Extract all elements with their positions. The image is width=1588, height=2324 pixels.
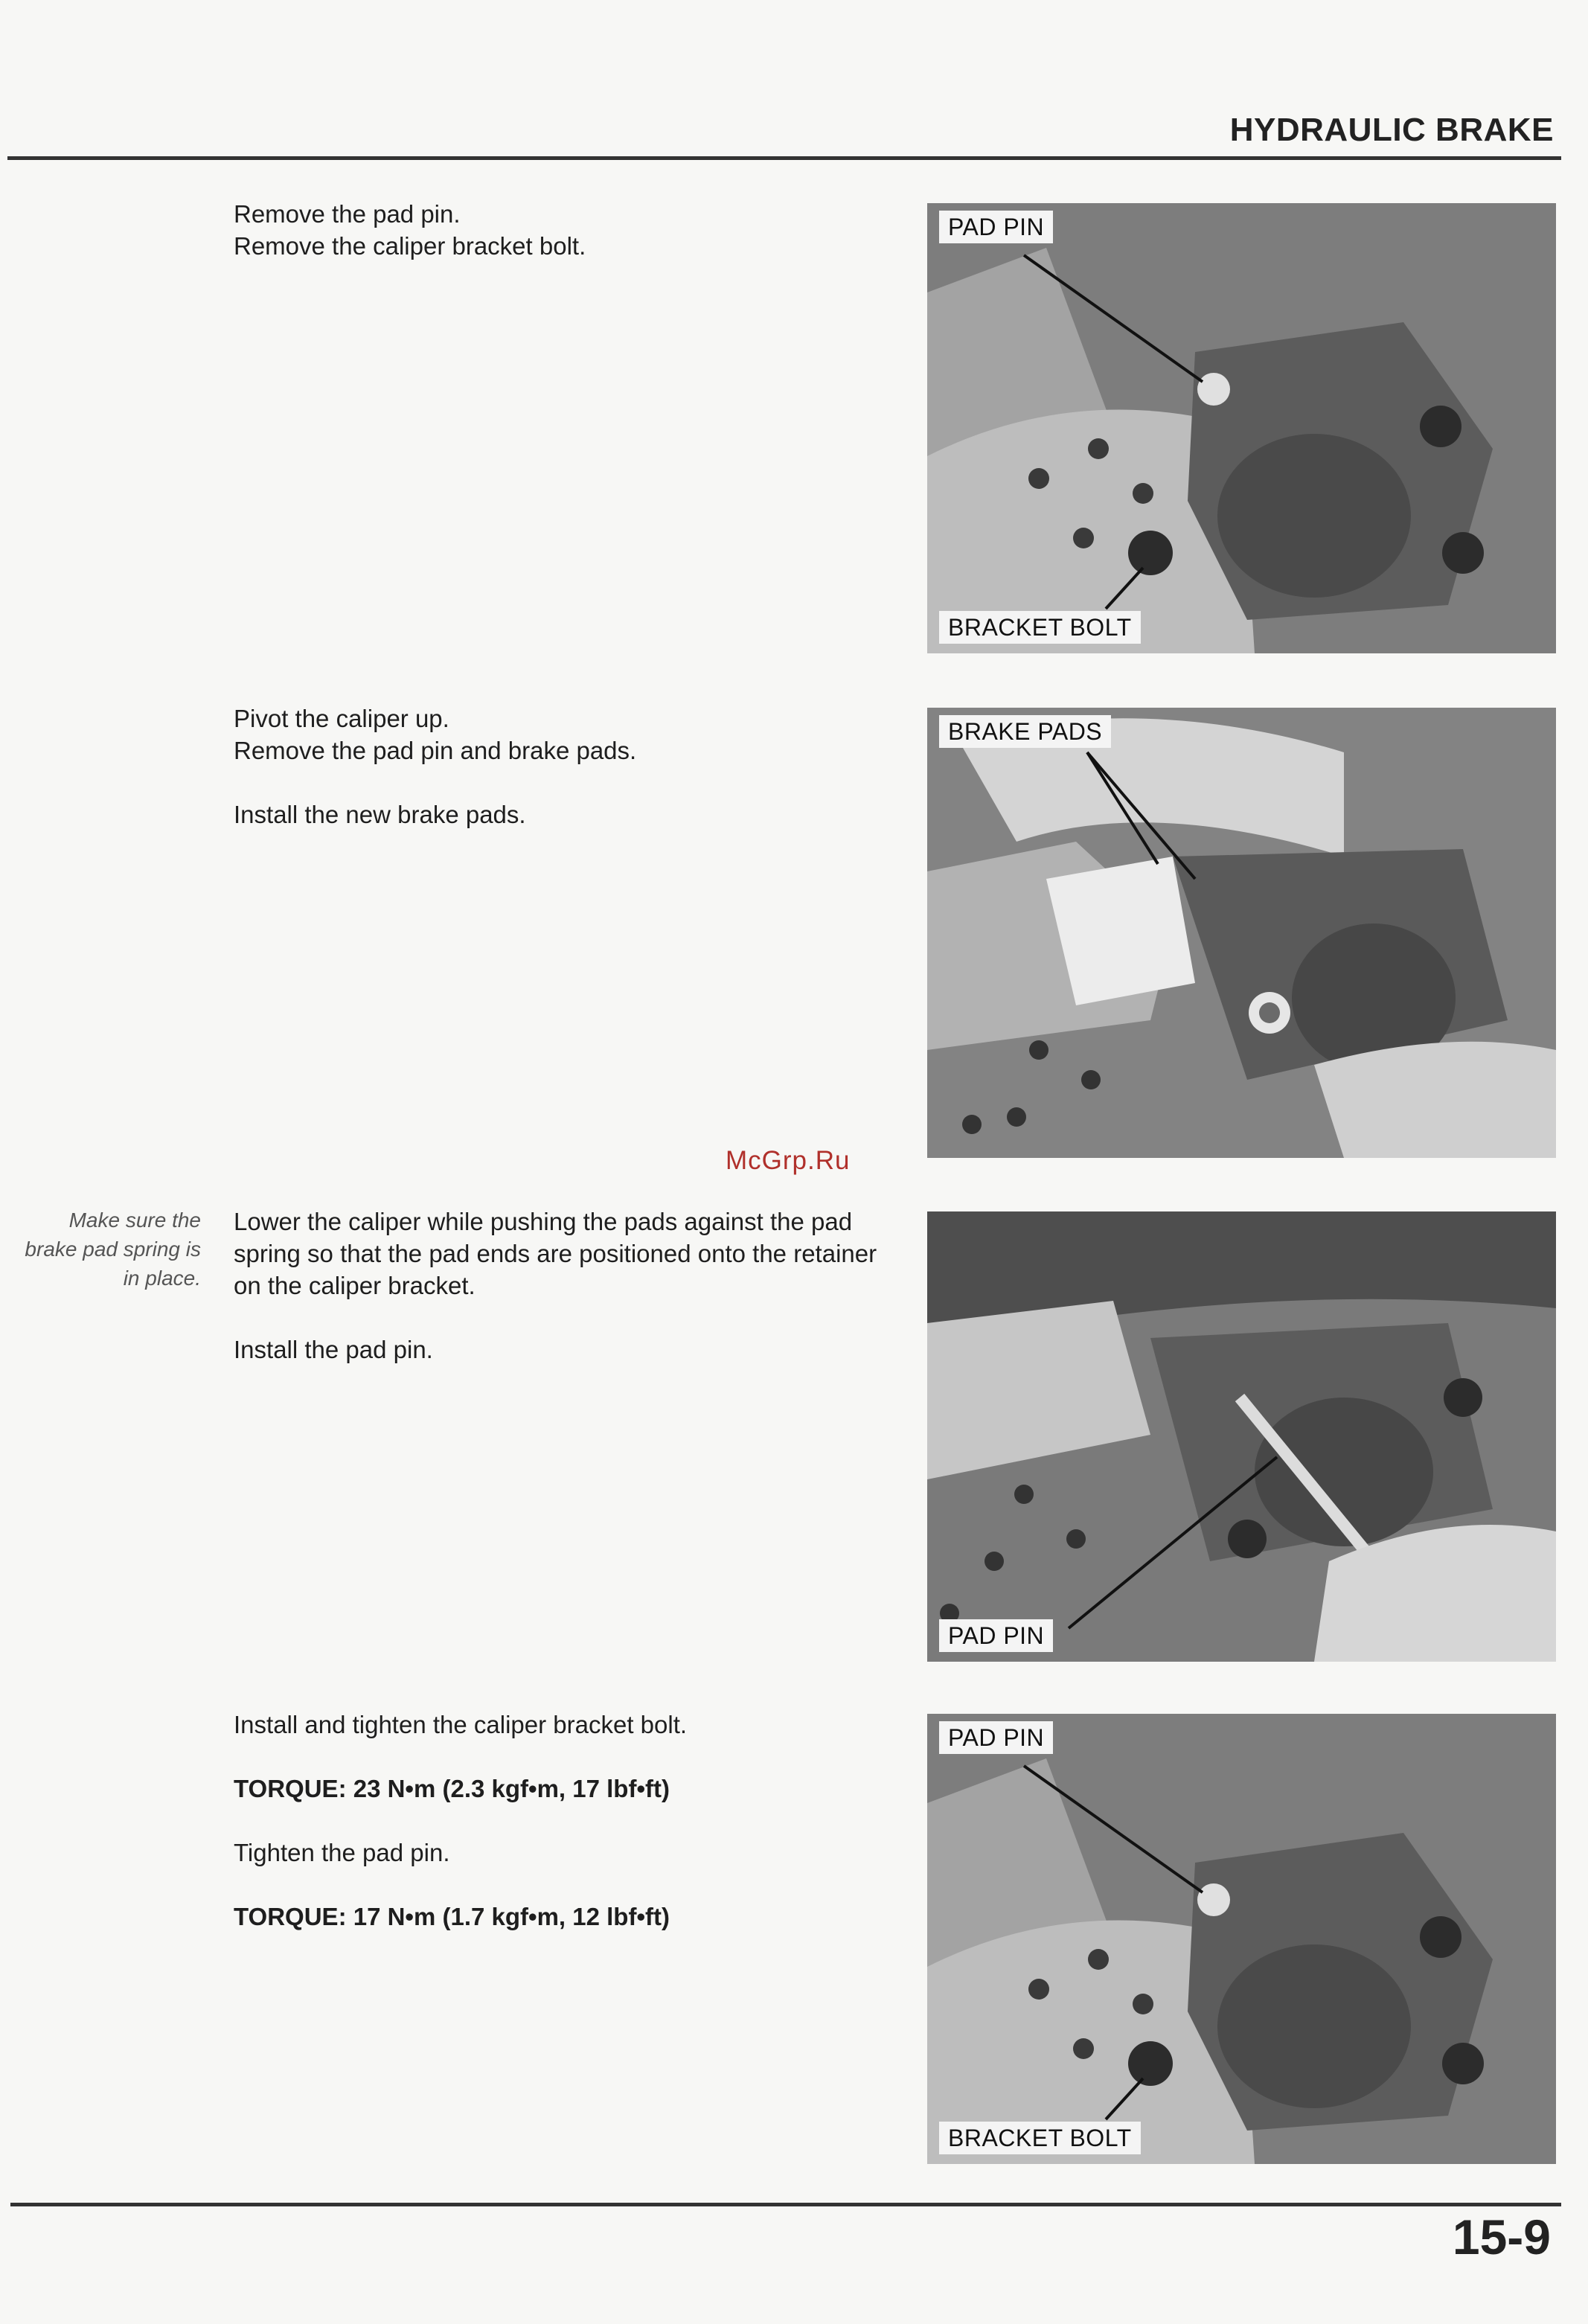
callout-brake-pads: BRAKE PADS — [939, 715, 1111, 748]
caliper-tightened-photo-illustration — [927, 1714, 1556, 2164]
step-1-photo — [927, 203, 1556, 653]
callout-bracket-bolt: BRACKET BOLT — [939, 611, 1141, 644]
step-1-line-1: Remove the pad pin. — [234, 200, 461, 228]
torque-spec-bracket-bolt: TORQUE: 23 N•m (2.3 kgf•m, 17 lbf•ft) — [234, 1775, 670, 1802]
step-4-line-1: Install and tighten the caliper bracket bolt. — [234, 1711, 688, 1738]
footer-rule — [10, 2203, 1561, 2206]
pad-pin-install-photo-illustration — [927, 1211, 1556, 1662]
section-title: HYDRAULIC BRAKE — [1229, 112, 1554, 148]
step-3-line-2: Install the pad pin. — [234, 1336, 433, 1363]
side-note: Make sure the brake pad spring is in place. — [25, 1209, 201, 1290]
step-1-line-2: Remove the caliper bracket bolt. — [234, 232, 586, 260]
step-2-text — [234, 702, 896, 830]
page-number: 15-9 — [1452, 2209, 1551, 2264]
step-4-photo — [927, 1714, 1556, 2164]
step-3-line-1: Lower the caliper while pushing the pads against the pad spring so that the pad ends are positioned onto the retainer on the caliper bracket. — [234, 1208, 877, 1299]
step-3-text — [234, 1206, 896, 1366]
watermark: McGrp.Ru — [726, 1146, 851, 1175]
step-4-text — [234, 1709, 896, 1933]
step-4-line-3: Tighten the pad pin. — [234, 1839, 450, 1866]
callout-bracket-bolt: BRACKET BOLT — [939, 2122, 1141, 2154]
header-rule — [7, 156, 1561, 160]
step-2-line-3: Install the new brake pads. — [234, 801, 526, 828]
step-1-text — [234, 198, 896, 262]
step-2-line-2: Remove the pad pin and brake pads. — [234, 737, 637, 764]
caliper-photo-illustration — [927, 203, 1556, 653]
brake-pads-photo-illustration — [927, 708, 1556, 1158]
step-2-line-1: Pivot the caliper up. — [234, 705, 449, 732]
step-2-photo — [927, 708, 1556, 1158]
step-3-photo — [927, 1211, 1556, 1662]
callout-pad-pin: PAD PIN — [939, 1619, 1053, 1652]
callout-pad-pin: PAD PIN — [939, 1721, 1053, 1754]
torque-spec-pad-pin: TORQUE: 17 N•m (1.7 kgf•m, 12 lbf•ft) — [234, 1903, 670, 1930]
callout-pad-pin: PAD PIN — [939, 211, 1053, 243]
